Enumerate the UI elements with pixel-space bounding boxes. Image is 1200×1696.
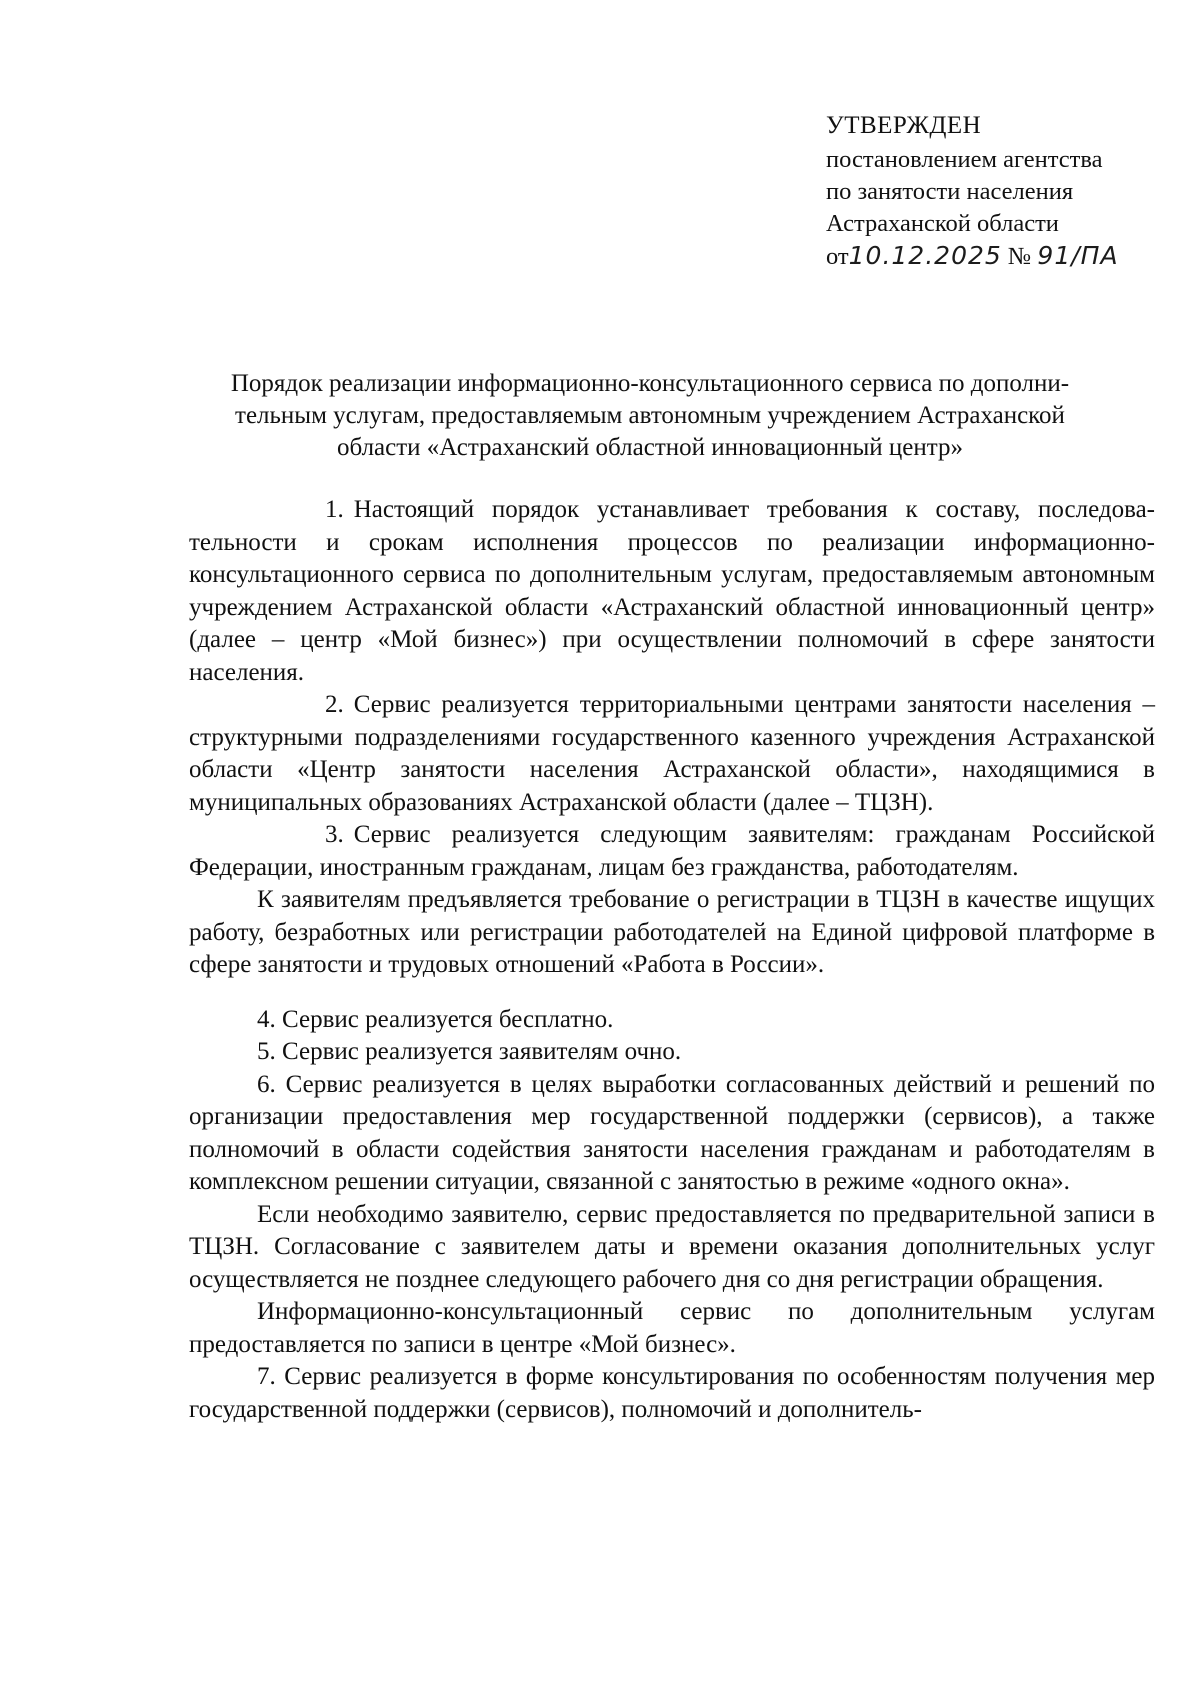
title-line-3: области «Астраханский областной инновационный центр» [336,434,963,461]
paragraph-1 [189,494,1155,689]
approval-block [826,110,1166,273]
date-prefix: от [826,243,849,270]
handwritten-number: 91/ПА [1037,241,1119,270]
approval-heading: УТВЕРЖДЕН [826,112,982,139]
paragraph-6b: Если необходимо заявителю, сервис предоставляется по предварительной записи в ТЦЗН. Согласование с заявителем даты и времени оказания дополнительных услуг осуществляется не позднее следующего рабочего дня со дня регистрации обращения. [189,1200,1155,1293]
title-line-2: тельным услугам, предоставляемым автономным учреждением Астраханской [235,402,1065,429]
paragraph-7: 7. Сервис реализуется в форме консультирования по особенностям получения мер государственной поддержки (сервисов), полномочий и дополнитель- [189,1363,1155,1423]
paragraph-2 [189,689,1155,819]
paragraph-1-number: 1. [325,496,344,523]
paragraph-2-number: 2. [325,691,344,718]
approval-line-1: постановлением агентства [826,146,1103,173]
paragraph-3b: К заявителям предъявляется требование о регистрации в ТЦЗН в качестве ищущих работу, безработных или регистрации работодателей на Единой цифровой платформе в сфере занятости и трудовых отношений «Работа в России». [189,886,1155,978]
handwritten-date: 10.12.2025 [848,241,1002,270]
paragraph-3-number: 3. [325,821,344,848]
paragraph-6c: Информационно-консультационный сервис по дополнительным услугам предоставляется по записи в центре «Мой бизнес». [189,1298,1155,1358]
paragraph-3-text: Сервис реализуется следующим заявителям: гражданам Российской Федерации, иностранным гражданам, лицам без гражданства, работодателям. [189,821,1155,881]
number-prefix: № [1007,243,1032,270]
paragraph-1-text: Настоящий порядок устанавливает требования к составу, последовательности и срокам исполнения процессов по реализации информационно-консультационного сервиса по дополнительным услугам, предоставляемым автономным учреждением Астраханской области «Астраханский областной инновационный центр» (далее – центр «Мой бизнес») при осуществлении полномочий в сфере занятости населения. [189,496,1155,686]
paragraph-2-text: Сервис реализуется территориальными центрами занятости населения – структурными подразделениями государственного казенного учреждения Астраханской области «Центр занятости населения Астраханской области», находящимися в муниципальных образованиях Астраханской области (далее – ТЦЗН). [189,691,1155,816]
document-body [189,494,1155,1426]
title-line-1: Порядок реализации информационно-консультационного сервиса по дополни- [230,370,1070,397]
paragraph-3 [189,819,1155,884]
paragraph-5: 5. Сервис реализуется заявителям очно. [257,1038,682,1065]
approval-line-2: по занятости населения [826,178,1074,205]
paragraph-4: 4. Сервис реализуется бесплатно. [257,1005,614,1033]
document-title [170,368,1130,464]
approval-date-line [826,240,1166,273]
approval-line-3: Астраханской области [826,210,1059,237]
paragraph-6: 6. Сервис реализуется в целях выработки согласованных действий и решений по организации предоставления мер государственной поддержки (сервисов), а также полномочий в области содействия занятости населения гражданам и работодателям в комплексном решении ситуации, связанной с занятостью в режиме «одного окна». [189,1070,1155,1195]
